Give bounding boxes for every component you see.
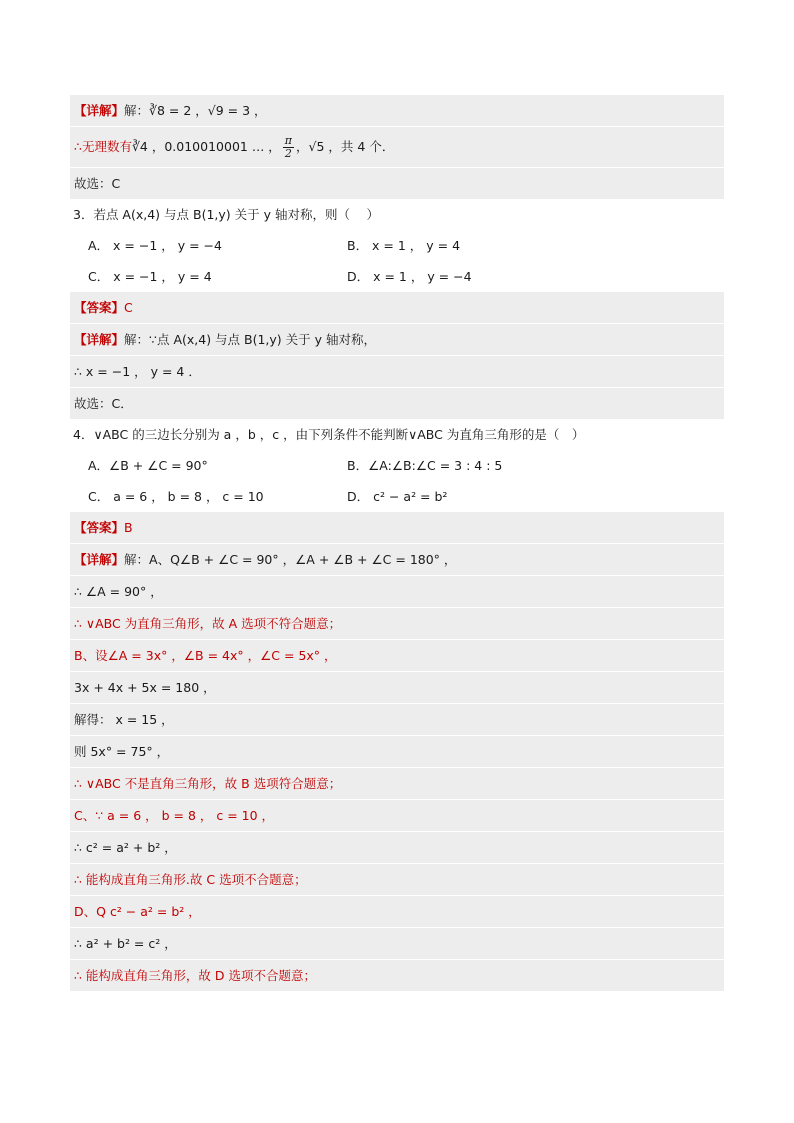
question-3 xyxy=(70,199,724,230)
selection-text: 故选：C xyxy=(74,176,121,191)
explanation-text: ∴ 能构成直角三角形.故 C 选项不合题意； xyxy=(74,872,307,887)
question-4-options-row-2 xyxy=(70,481,724,512)
explanation-line-12 xyxy=(70,895,724,927)
explanation-line-11 xyxy=(70,863,724,895)
question-4-option-b: B．∠A:∠B:∠C = 3 : 4 : 5 xyxy=(347,458,503,473)
pi-over-two-fraction xyxy=(283,135,294,160)
answer-tag: 【答案】 xyxy=(74,300,125,315)
answer-value: C xyxy=(124,300,133,315)
document-page xyxy=(70,95,724,991)
question-3-text: 3．若点 A(x,4) 与点 B(1,y) 关于 y 轴对称，则（ ） xyxy=(73,207,379,222)
explanation-line-9 xyxy=(70,799,724,831)
question-3-option-d: D． x = 1 ， y = −4 xyxy=(347,269,472,284)
explanation-line-10 xyxy=(70,831,724,863)
fraction-denominator: 2 xyxy=(284,147,292,160)
explanation-text: 3x + 4x + 5x = 180 ， xyxy=(74,680,216,695)
explanation-line xyxy=(70,95,724,126)
irrational-tail: ，√5 ，共 4 个． xyxy=(296,139,395,154)
explanation-line-5 xyxy=(70,671,724,703)
explanation-text: ∴ 能构成直角三角形，故 D 选项不合题意； xyxy=(74,968,316,983)
question-3-options-row-1 xyxy=(70,230,724,261)
selection-text: 故选：C． xyxy=(74,396,133,411)
question-3-selection xyxy=(70,387,724,419)
explanation-text: ∴ ∠A = 90° ， xyxy=(74,584,163,599)
question-4 xyxy=(70,419,724,450)
explanation-line-8 xyxy=(70,767,724,799)
explanation-tag: 【详解】 xyxy=(74,332,125,347)
irrational-items: ∛4 ，0.010010001 … ， xyxy=(131,139,281,154)
question-4-option-d: D． c² − a² = b² xyxy=(347,489,448,504)
explanation-text: 解：∵点 A(x,4) 与点 B(1,y) 关于 y 轴对称， xyxy=(124,332,376,347)
explanation-text: D、Q c² − a² = b² ， xyxy=(74,904,201,919)
selection-line xyxy=(70,167,724,199)
question-4-options-row-1 xyxy=(70,450,724,481)
fraction-numerator: π xyxy=(284,134,293,147)
explanation-text: ∴ a² + b² = c² ， xyxy=(74,936,177,951)
explanation-line-6 xyxy=(70,703,724,735)
question-4-option-a: A．∠B + ∠C = 90° xyxy=(88,458,208,473)
conclusion-text: ∴ x = −1 ， y = 4 ． xyxy=(74,364,201,379)
explanation-text: ∴ ∨ABC 为直角三角形，故 A 选项不符合题意； xyxy=(74,616,342,631)
explanation-tag: 【详解】 xyxy=(74,103,125,118)
explanation-text: ∴ ∨ABC 不是直角三角形，故 B 选项符合题意； xyxy=(74,776,342,791)
question-3-answer xyxy=(70,292,724,323)
explanation-text: ∴ c² = a² + b² ， xyxy=(74,840,177,855)
explanation-text: 解：∛8 = 2 ，√9 = 3 ， xyxy=(124,103,267,118)
explanation-text: 则 5x° = 75° ， xyxy=(74,744,170,759)
explanation-text: C、∵ a = 6 ， b = 8 ， c = 10 ， xyxy=(74,808,275,823)
explanation-text: B、设∠A = 3x° ，∠B = 4x° ，∠C = 5x° ， xyxy=(74,648,337,663)
explanation-line-7 xyxy=(70,735,724,767)
question-3-option-c: C． x = −1 ， y = 4 xyxy=(88,269,212,284)
answer-value: B xyxy=(124,520,133,535)
explanation-text: 解：A、Q∠B + ∠C = 90° ，∠A + ∠B + ∠C = 180° ， xyxy=(124,552,457,567)
irrational-line xyxy=(70,126,724,167)
explanation-line-2 xyxy=(70,575,724,607)
question-3-option-b: B． x = 1 ， y = 4 xyxy=(347,238,461,253)
question-4-text: 4．∨ABC 的三边长分别为 a ，b ，c ，由下列条件不能判断∨ABC 为直角三角形的是（ ） xyxy=(73,427,585,442)
question-3-options-row-2 xyxy=(70,261,724,292)
question-3-explanation xyxy=(70,323,724,355)
question-4-answer xyxy=(70,512,724,543)
explanation-line-4 xyxy=(70,639,724,671)
answer-tag: 【答案】 xyxy=(74,520,125,535)
question-3-conclusion xyxy=(70,355,724,387)
explanation-tag: 【详解】 xyxy=(74,552,125,567)
explanation-line-13 xyxy=(70,927,724,959)
explanation-line-14 xyxy=(70,959,724,991)
explanation-line-3 xyxy=(70,607,724,639)
question-4-explanation xyxy=(70,543,724,575)
question-4-option-c: C． a = 6 ， b = 8 ， c = 10 xyxy=(88,489,264,504)
explanation-text: 解得： x = 15 ， xyxy=(74,712,174,727)
question-3-option-a: A． x = −1 ， y = −4 xyxy=(88,238,222,253)
irrational-prefix: ∴无理数有 xyxy=(74,139,132,154)
